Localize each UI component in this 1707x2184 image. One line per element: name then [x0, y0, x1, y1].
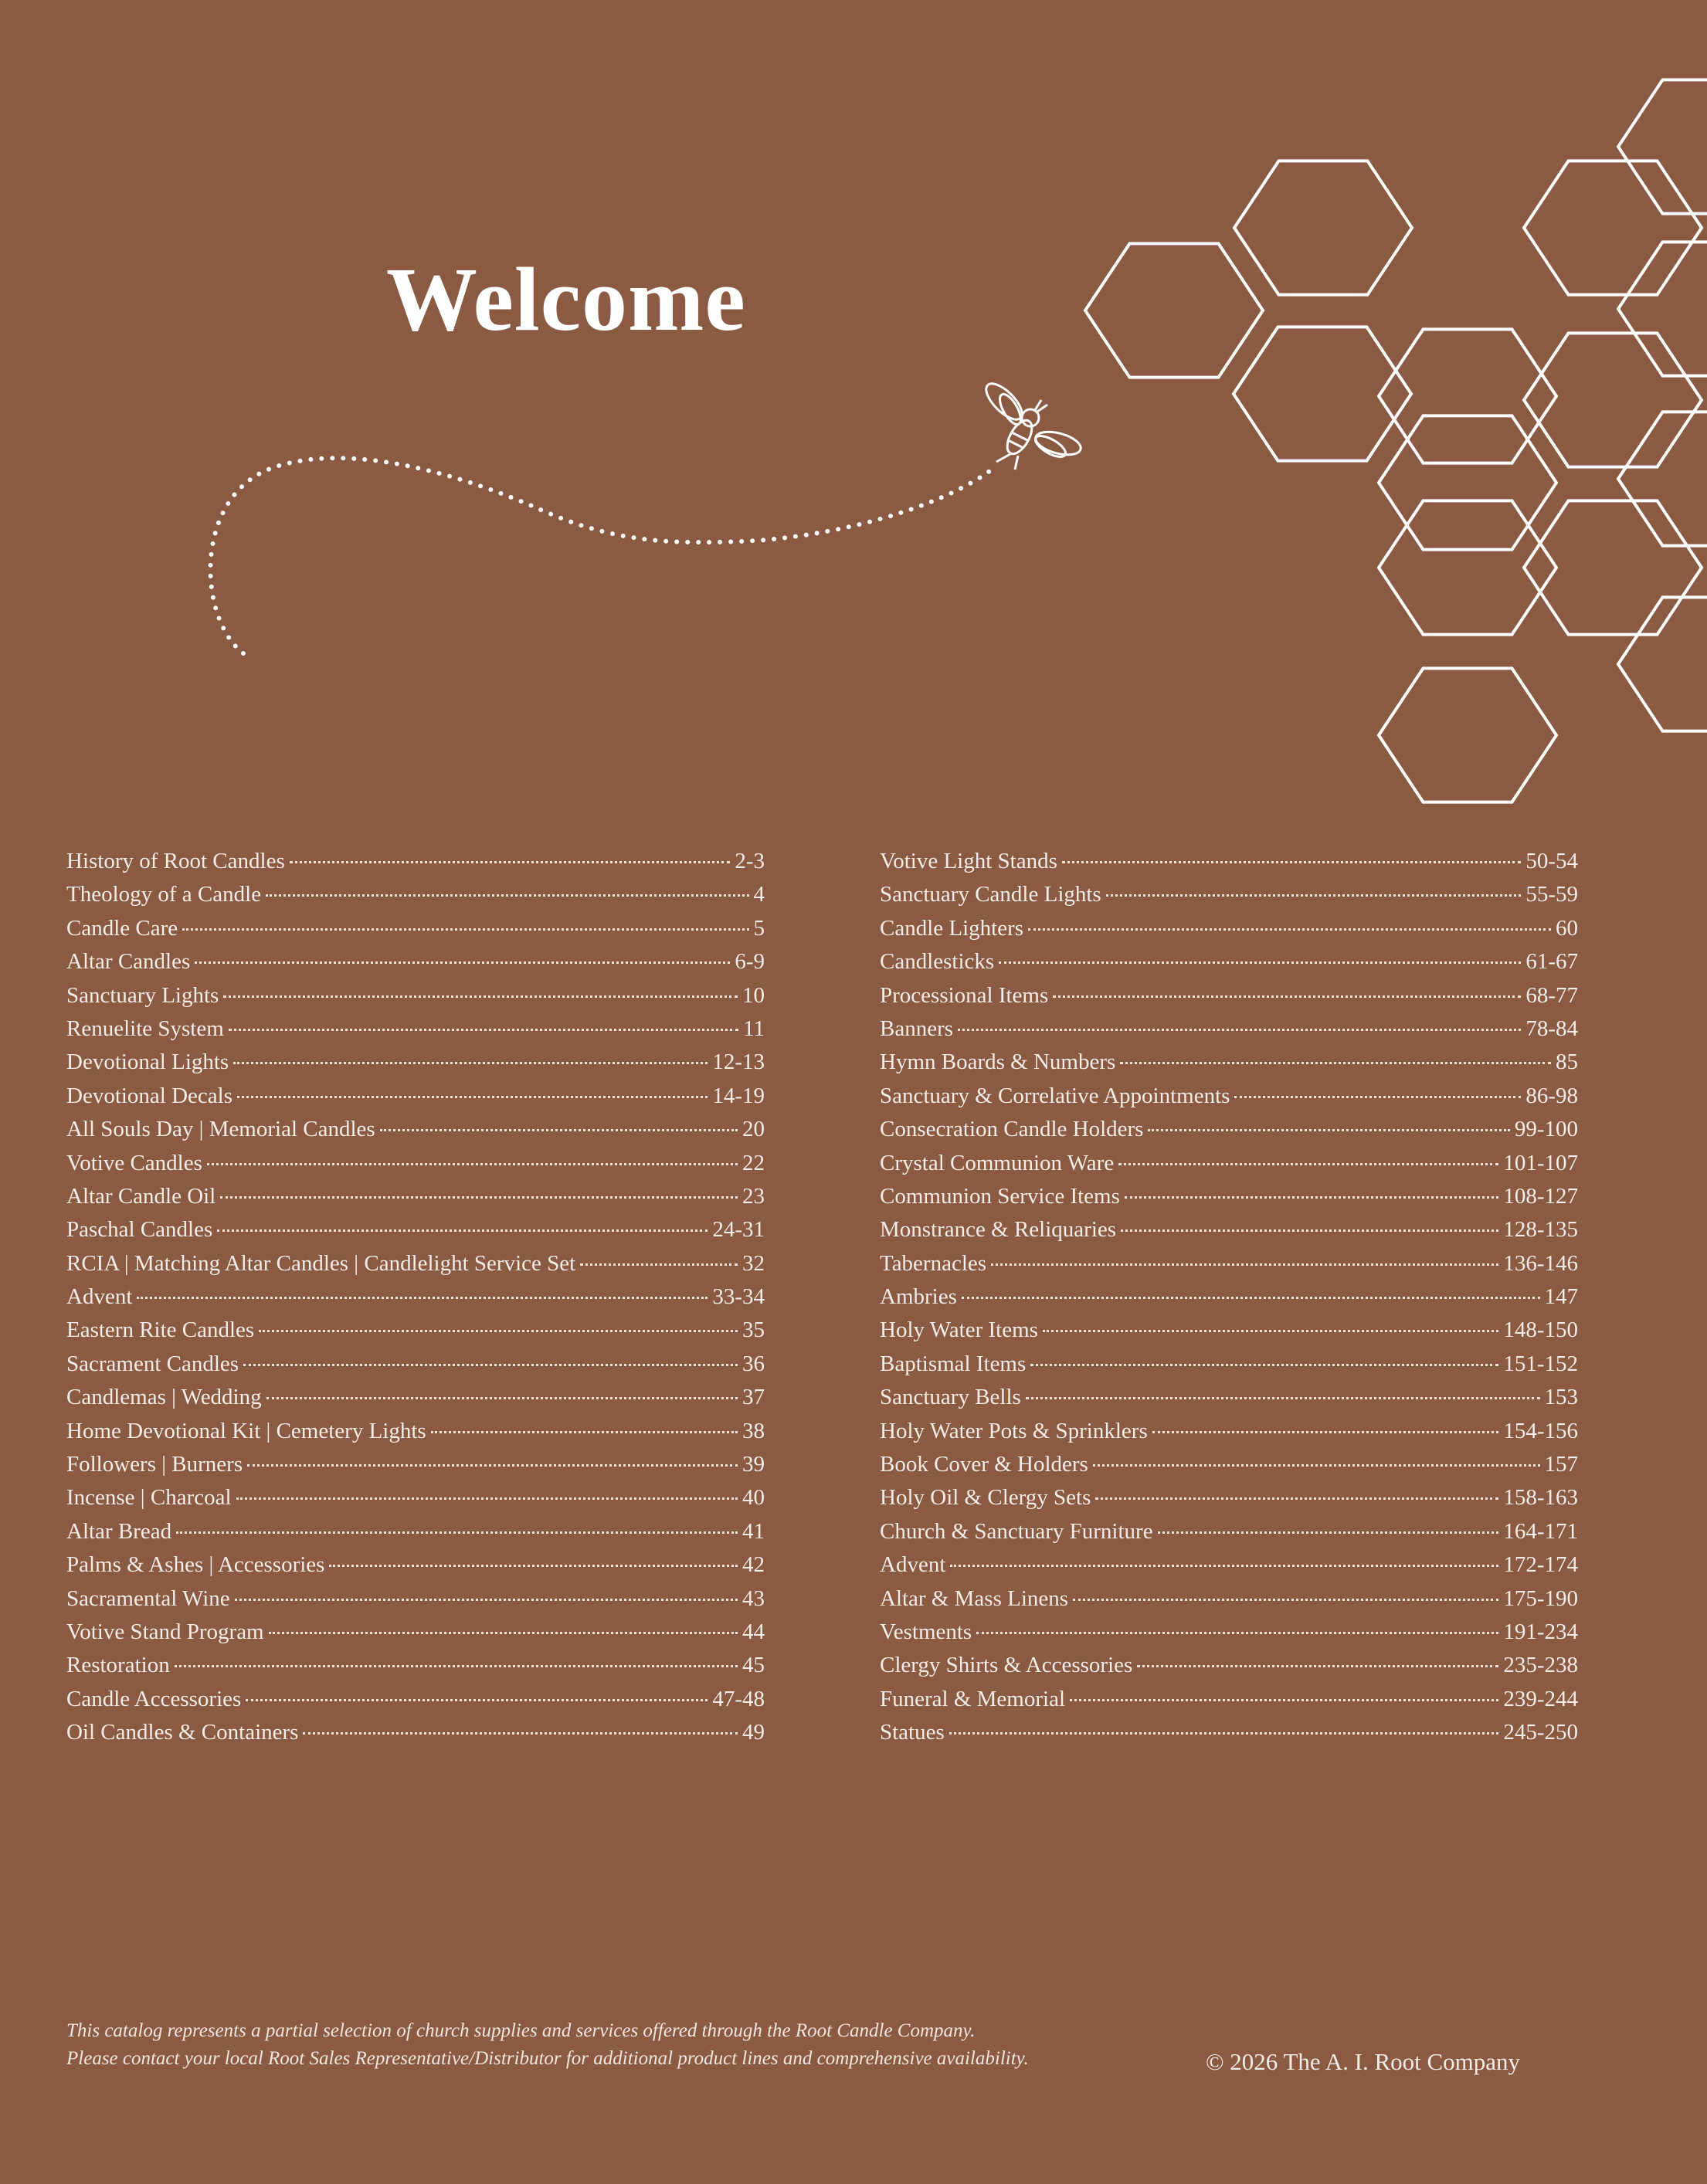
- toc-entry-title: Eastern Rite Candles: [66, 1318, 255, 1343]
- toc-entry: [880, 1515, 1578, 1548]
- toc-entry: [880, 1280, 1578, 1314]
- toc-entry-page: 33-34: [712, 1284, 765, 1310]
- toc-entry: [880, 1582, 1578, 1616]
- toc-entry-page: 35: [742, 1318, 765, 1343]
- toc-entry-page: 36: [742, 1351, 765, 1376]
- toc-entry-page: 32: [742, 1250, 765, 1276]
- toc-entry-title: Renuelite System: [66, 1016, 224, 1041]
- toc-entry-page: 108-127: [1503, 1183, 1578, 1209]
- toc-entry-title: Church & Sanctuary Furniture: [880, 1518, 1153, 1544]
- toc-entry: [880, 1348, 1578, 1381]
- toc-entry: [66, 1448, 765, 1481]
- dot-leader: [1152, 1429, 1499, 1433]
- toc-entry-title: Sacrament Candles: [66, 1351, 239, 1376]
- dot-leader: [223, 994, 738, 998]
- toc-entry-title: Baptismal Items: [880, 1351, 1027, 1376]
- dot-leader: [175, 1663, 738, 1667]
- dot-leader: [182, 927, 748, 931]
- dot-leader: [1043, 1328, 1498, 1332]
- toc-entry-title: Devotional Decals: [66, 1083, 233, 1108]
- toc-entry-page: 37: [742, 1385, 765, 1410]
- dot-leader: [235, 1597, 738, 1601]
- toc-entry-page: 61-67: [1525, 949, 1578, 975]
- toc-entry-page: 128-135: [1503, 1217, 1578, 1243]
- dot-leader: [958, 1027, 1521, 1031]
- toc-entry: [880, 1381, 1578, 1414]
- dot-leader: [176, 1530, 738, 1534]
- toc-entry-page: 191-234: [1503, 1619, 1578, 1644]
- dot-leader: [1026, 1396, 1540, 1399]
- toc-entry-title: Followers | Burners: [66, 1452, 243, 1477]
- toc-entry: [880, 1716, 1578, 1749]
- toc-entry: [66, 1481, 765, 1514]
- dot-leader: [1093, 1463, 1540, 1467]
- toc-entry-title: Votive Candles: [66, 1150, 202, 1175]
- toc-entry-page: 148-150: [1503, 1318, 1578, 1343]
- toc-entry-title: Funeral & Memorial: [880, 1686, 1066, 1711]
- dot-leader: [290, 860, 731, 863]
- toc-entry: [880, 1481, 1578, 1514]
- toc-entry-title: Tabernacles: [880, 1250, 987, 1276]
- toc-entry: [880, 1415, 1578, 1448]
- dot-leader: [431, 1429, 738, 1433]
- dot-leader: [1062, 860, 1521, 863]
- toc-entry: [66, 1582, 765, 1616]
- toc-entry-title: Sacramental Wine: [66, 1585, 230, 1611]
- dot-leader: [329, 1563, 738, 1567]
- toc-entry-page: 10: [742, 982, 765, 1008]
- toc-entry: [880, 878, 1578, 911]
- copyright-notice: © 2026 The A. I. Root Company: [1206, 2048, 1521, 2075]
- toc-entry-page: 164-171: [1503, 1518, 1578, 1544]
- dot-leader: [236, 1496, 738, 1500]
- dot-leader: [303, 1731, 738, 1735]
- toc-entry: [66, 1080, 765, 1113]
- toc-entry-title: Votive Stand Program: [66, 1619, 264, 1644]
- toc-entry-title: Holy Water Items: [880, 1318, 1038, 1343]
- toc-entry: [880, 1448, 1578, 1481]
- dot-leader: [1120, 1060, 1551, 1064]
- toc-entry: [880, 1012, 1578, 1046]
- toc-entry-page: 50-54: [1525, 849, 1578, 873]
- toc-entry-title: Home Devotional Kit | Cemetery Lights: [66, 1418, 426, 1443]
- dot-leader: [950, 1563, 1498, 1567]
- dot-leader: [1073, 1597, 1498, 1601]
- toc-entry: [66, 1716, 765, 1749]
- toc-entry-page: 12-13: [712, 1050, 765, 1075]
- toc-entry-page: 60: [1556, 915, 1578, 941]
- toc-entry-title: Altar Bread: [66, 1518, 172, 1544]
- toc-entry: [66, 1213, 765, 1246]
- dot-leader: [1095, 1496, 1498, 1500]
- toc-entry-title: Palms & Ashes | Accessories: [66, 1552, 325, 1578]
- toc-entry: [880, 1683, 1578, 1716]
- toc-entry-title: Consecration Candle Holders: [880, 1117, 1144, 1142]
- toc-entry-title: Altar Candle Oil: [66, 1183, 216, 1209]
- toc-entry: [66, 1348, 765, 1381]
- toc-entry-page: 5: [753, 915, 765, 941]
- toc-entry: [880, 1314, 1578, 1347]
- dot-leader: [580, 1262, 738, 1266]
- hexagon-cell: [1618, 597, 1707, 731]
- dot-leader: [1148, 1128, 1509, 1131]
- toc-entry-title: Candle Care: [66, 915, 178, 941]
- toc-entry: [66, 1381, 765, 1414]
- toc-entry-page: 39: [742, 1452, 765, 1477]
- toc-entry-title: Votive Light Stands: [880, 849, 1057, 873]
- toc-entry-page: 245-250: [1503, 1720, 1578, 1745]
- toc-entry: [880, 1616, 1578, 1649]
- dot-leader: [380, 1128, 738, 1131]
- dot-leader: [195, 960, 730, 964]
- toc-entry-title: History of Root Candles: [66, 849, 285, 873]
- toc-entry-title: Paschal Candles: [66, 1217, 213, 1243]
- hexagon-cell: [1085, 243, 1263, 377]
- dot-leader: [137, 1295, 708, 1299]
- toc-entry-title: Clergy Shirts & Accessories: [880, 1653, 1133, 1678]
- toc-entry-page: 154-156: [1503, 1418, 1578, 1443]
- toc-entry: [66, 1616, 765, 1649]
- toc-entry-page: 24-31: [712, 1217, 765, 1243]
- toc-entry-title: Devotional Lights: [66, 1050, 229, 1075]
- toc-entry-page: 172-174: [1503, 1552, 1578, 1578]
- toc-entry: [880, 1247, 1578, 1280]
- toc-entry-page: 153: [1544, 1385, 1578, 1410]
- footer-disclaimer: [66, 2017, 1186, 2073]
- toc-entry-title: Advent: [880, 1552, 946, 1578]
- hexagon-cell: [1524, 333, 1702, 466]
- dot-leader: [991, 1262, 1498, 1266]
- toc-entry-title: Holy Water Pots & Sprinklers: [880, 1418, 1148, 1443]
- toc-entry-page: 78-84: [1525, 1016, 1578, 1041]
- toc-entry-title: Incense | Charcoal: [66, 1485, 232, 1511]
- toc-entry-title: Candle Accessories: [66, 1686, 242, 1711]
- toc-entry-title: Candlemas | Wedding: [66, 1385, 262, 1410]
- toc-entry-title: Altar & Mass Linens: [880, 1585, 1069, 1611]
- toc-entry-page: 40: [742, 1485, 765, 1511]
- toc-entry-page: 20: [742, 1117, 765, 1142]
- toc-entry-title: Processional Items: [880, 982, 1049, 1008]
- toc-entry-title: Banners: [880, 1016, 954, 1041]
- dot-leader: [269, 1630, 738, 1634]
- hexagon-cell: [1618, 242, 1707, 375]
- dot-leader: [220, 1195, 738, 1199]
- dot-leader: [266, 1396, 738, 1399]
- dot-leader: [1053, 994, 1521, 998]
- dot-leader: [1121, 1228, 1498, 1232]
- toc-entry-page: 99-100: [1514, 1117, 1578, 1142]
- toc-entry-title: Monstrance & Reliquaries: [880, 1217, 1117, 1243]
- toc-entry-title: Restoration: [66, 1653, 170, 1678]
- toc-entry-title: Candle Lighters: [880, 915, 1024, 941]
- toc-entry: [880, 1649, 1578, 1682]
- toc-entry-page: 38: [742, 1418, 765, 1443]
- hexagon-cell: [1618, 412, 1707, 545]
- toc-entry: [66, 912, 765, 945]
- toc-entry-page: 157: [1544, 1452, 1578, 1477]
- toc-entry-title: Crystal Communion Ware: [880, 1150, 1115, 1175]
- toc-entry-page: 44: [742, 1619, 765, 1644]
- toc-entry-page: 43: [742, 1585, 765, 1611]
- dot-leader: [233, 1060, 708, 1064]
- toc-entry: [66, 845, 765, 878]
- toc-entry-page: 239-244: [1503, 1686, 1578, 1711]
- toc-entry: [66, 1548, 765, 1582]
- toc-entry-title: Advent: [66, 1284, 133, 1310]
- dot-leader: [259, 1328, 738, 1332]
- hexagon-cell: [1524, 161, 1702, 294]
- toc-entry: [880, 1080, 1578, 1113]
- toc-right-column: [880, 845, 1578, 1750]
- dot-leader: [247, 1463, 738, 1467]
- toc-entry: [880, 1180, 1578, 1213]
- footer-note-line: Please contact your local Root Sales Representative/Distributor for additional product lines and comprehensive availability.: [66, 2048, 1029, 2069]
- toc-entry-page: 55-59: [1525, 882, 1578, 907]
- hexagon-cell: [1524, 500, 1702, 634]
- toc-entry: [66, 1147, 765, 1180]
- toc-entry: [880, 845, 1578, 878]
- toc-entry-page: 2-3: [735, 849, 765, 873]
- toc-entry-page: 68-77: [1525, 982, 1578, 1008]
- toc-entry: [880, 1046, 1578, 1079]
- toc-entry-title: Hymn Boards & Numbers: [880, 1050, 1116, 1075]
- dot-leader: [949, 1731, 1499, 1735]
- toc-entry: [880, 945, 1578, 978]
- toc-entry: [66, 1415, 765, 1448]
- toc-entry: [66, 1649, 765, 1682]
- toc-entry: [66, 979, 765, 1012]
- dot-leader: [999, 960, 1521, 964]
- toc-entry-page: 4: [753, 882, 765, 907]
- dotted-flight-path: [210, 458, 995, 653]
- dot-leader: [962, 1295, 1540, 1299]
- toc-entry-page: 6-9: [735, 949, 765, 975]
- toc-entry-page: 86-98: [1525, 1083, 1578, 1108]
- toc-entry: [66, 1012, 765, 1046]
- hexagon-cell: [1234, 327, 1411, 460]
- toc-entry: [880, 912, 1578, 945]
- dot-leader: [1070, 1697, 1498, 1701]
- toc-entry: [880, 1147, 1578, 1180]
- toc-entry-title: All Souls Day | Memorial Candles: [66, 1117, 375, 1142]
- dot-leader: [246, 1697, 708, 1701]
- toc-entry-page: 22: [742, 1150, 765, 1175]
- toc-entry-page: 151-152: [1503, 1351, 1578, 1376]
- toc-entry-title: Theology of a Candle: [66, 882, 262, 907]
- toc-entry: [66, 1683, 765, 1716]
- toc-entry-page: 85: [1556, 1050, 1578, 1075]
- dot-leader: [976, 1630, 1498, 1634]
- dot-leader: [1125, 1195, 1498, 1199]
- toc-entry: [66, 1113, 765, 1146]
- toc-entry: [66, 1314, 765, 1347]
- dot-leader: [1106, 893, 1522, 897]
- footer-note-line: This catalog represents a partial selection of church supplies and services offered through the Root Candle Company.: [66, 2020, 976, 2041]
- dot-leader: [207, 1162, 738, 1165]
- toc-entry-title: Sanctuary & Correlative Appointments: [880, 1083, 1230, 1108]
- toc-entry-page: 14-19: [712, 1083, 765, 1108]
- toc-entry-title: Sanctuary Bells: [880, 1385, 1021, 1410]
- toc-entry: [880, 979, 1578, 1012]
- toc-entry-title: Vestments: [880, 1619, 972, 1644]
- toc-left-column: [66, 845, 765, 1750]
- hexagon-cell: [1234, 161, 1412, 294]
- toc-entry-page: 45: [742, 1653, 765, 1678]
- dot-leader: [266, 893, 748, 897]
- toc-entry-page: 101-107: [1503, 1150, 1578, 1175]
- toc-entry-page: 136-146: [1503, 1250, 1578, 1276]
- toc-entry: [66, 1280, 765, 1314]
- page-title: Welcome: [386, 249, 746, 350]
- toc-entry-title: Candlesticks: [880, 949, 995, 975]
- toc-entry-page: 49: [742, 1720, 765, 1745]
- toc-entry-title: Oil Candles & Containers: [66, 1720, 299, 1745]
- toc-entry-page: 42: [742, 1552, 765, 1578]
- toc-entry: [66, 1180, 765, 1213]
- dot-leader: [1118, 1162, 1498, 1165]
- toc-entry-page: 147: [1544, 1284, 1578, 1310]
- toc-entry-page: 41: [742, 1518, 765, 1544]
- toc-entry-title: Statues: [880, 1720, 945, 1745]
- hexagon-cell: [1379, 668, 1556, 802]
- toc-entry-page: 158-163: [1503, 1485, 1578, 1511]
- toc-entry-title: Altar Candles: [66, 949, 191, 975]
- toc-entry-title: RCIA | Matching Altar Candles | Candlelight Service Set: [66, 1250, 576, 1276]
- toc-entry-page: 47-48: [712, 1686, 765, 1711]
- dot-leader: [229, 1027, 738, 1031]
- toc-entry-page: 175-190: [1503, 1585, 1578, 1611]
- toc-entry: [880, 1113, 1578, 1146]
- toc-entry: [66, 878, 765, 911]
- dot-leader: [1030, 1362, 1498, 1366]
- dot-leader: [237, 1094, 708, 1098]
- toc-entry-title: Book Cover & Holders: [880, 1452, 1088, 1477]
- toc-entry-title: Ambries: [880, 1284, 957, 1310]
- dot-leader: [1028, 927, 1551, 931]
- toc-entry-title: Communion Service Items: [880, 1183, 1120, 1209]
- toc-entry: [66, 1046, 765, 1079]
- hexagon-cell: [1618, 80, 1707, 213]
- toc-entry: [880, 1213, 1578, 1246]
- honeycomb-decoration: [1085, 80, 1707, 802]
- dot-leader: [1158, 1530, 1499, 1534]
- toc-entry-page: 235-238: [1503, 1653, 1578, 1678]
- toc-entry: [66, 1247, 765, 1280]
- toc-entry: [880, 1548, 1578, 1582]
- toc-entry-title: Holy Oil & Clergy Sets: [880, 1485, 1091, 1511]
- dot-leader: [217, 1228, 708, 1232]
- dot-leader: [1234, 1094, 1521, 1098]
- toc-entry: [66, 1515, 765, 1548]
- toc-entry-title: Sanctuary Lights: [66, 982, 219, 1008]
- toc-entry-title: Sanctuary Candle Lights: [880, 882, 1101, 907]
- dot-leader: [1137, 1663, 1498, 1667]
- toc-entry-page: 23: [742, 1183, 765, 1209]
- dot-leader: [243, 1362, 738, 1366]
- toc-entry-page: 11: [743, 1016, 765, 1041]
- toc-entry: [66, 945, 765, 978]
- bee-icon: [981, 378, 1084, 470]
